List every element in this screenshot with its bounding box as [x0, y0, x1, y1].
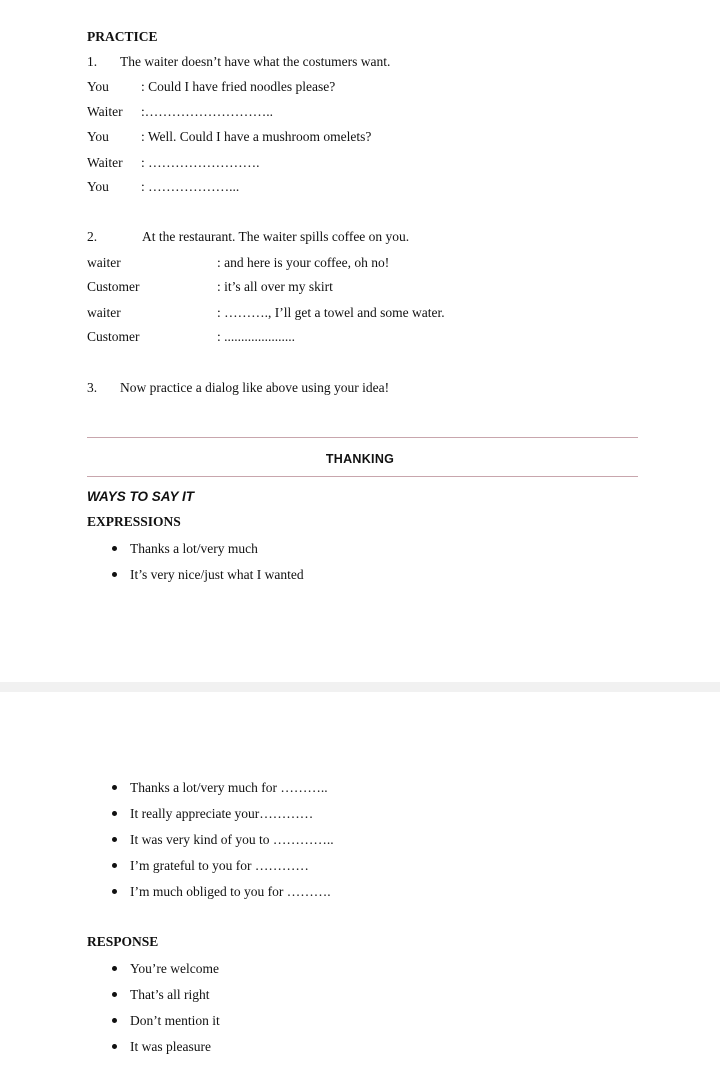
expression-item: It really appreciate your………… [130, 806, 314, 821]
bullet-icon [112, 992, 117, 997]
item3-text: Now practice a dialog like above using your idea! [120, 380, 390, 395]
dialog2-line: : and here is your coffee, oh no! [217, 255, 390, 270]
bullet-icon [112, 572, 117, 577]
response-item: That’s all right [130, 987, 210, 1002]
bullet-icon [112, 785, 117, 790]
dialog2-speaker: Customer [87, 329, 140, 344]
thanking-title: THANKING [325, 452, 395, 466]
response-item: Don’t mention it [130, 1013, 220, 1028]
bullet-icon [112, 811, 117, 816]
bullet-icon [112, 837, 117, 842]
expression-item: It was very kind of you to ………….. [130, 832, 334, 847]
dialog1-speaker: Waiter [87, 104, 123, 119]
divider-bottom [87, 476, 638, 477]
bullet-icon [112, 966, 117, 971]
divider-top [87, 437, 638, 438]
dialog2-line: : it’s all over my skirt [217, 279, 333, 294]
dialog2-speaker: waiter [87, 255, 121, 270]
dialog2-line: : ..................... [217, 329, 296, 344]
practice-heading: PRACTICE [87, 29, 158, 44]
dialog1-speaker: You [87, 179, 109, 194]
item1-text: The waiter doesn’t have what the costumers want. [120, 54, 391, 69]
dialog1-line: :……………………….. [141, 104, 274, 119]
dialog2-speaker: waiter [87, 305, 121, 320]
expression-item: Thanks a lot/very much [130, 541, 258, 556]
expression-item: It’s very nice/just what I wanted [130, 567, 304, 582]
dialog1-line: : Could I have fried noodles please? [141, 79, 336, 94]
bullet-icon [112, 1018, 117, 1023]
dialog2-speaker: Customer [87, 279, 140, 294]
dialog1-line: : Well. Could I have a mushroom omelets? [141, 129, 372, 144]
dialog1-speaker: You [87, 129, 109, 144]
response-item: You’re welcome [130, 961, 219, 976]
bullet-icon [112, 546, 117, 551]
item1-number: 1. [87, 54, 98, 69]
expression-item: I’m grateful to you for ………… [130, 858, 309, 873]
item2-text: At the restaurant. The waiter spills coffee on you. [142, 229, 410, 244]
dialog1-line: : ………………... [141, 179, 240, 194]
response-heading: RESPONSE [87, 934, 159, 949]
expression-item: Thanks a lot/very much for ……….. [130, 780, 328, 795]
item3-number: 3. [87, 380, 98, 395]
expression-item: I’m much obliged to you for ………. [130, 884, 331, 899]
dialog1-line: : ……………………. [141, 155, 260, 170]
expressions-heading: EXPRESSIONS [87, 514, 181, 529]
page-break [0, 682, 720, 692]
bullet-icon [112, 1044, 117, 1049]
dialog2-line: : ………., I’ll get a towel and some water. [217, 305, 445, 320]
bullet-icon [112, 863, 117, 868]
bullet-icon [112, 889, 117, 894]
ways-heading: WAYS TO SAY IT [87, 489, 195, 504]
dialog1-speaker: You [87, 79, 109, 94]
response-item: It was pleasure [130, 1039, 211, 1054]
item2-number: 2. [87, 229, 98, 244]
dialog1-speaker: Waiter [87, 155, 123, 170]
